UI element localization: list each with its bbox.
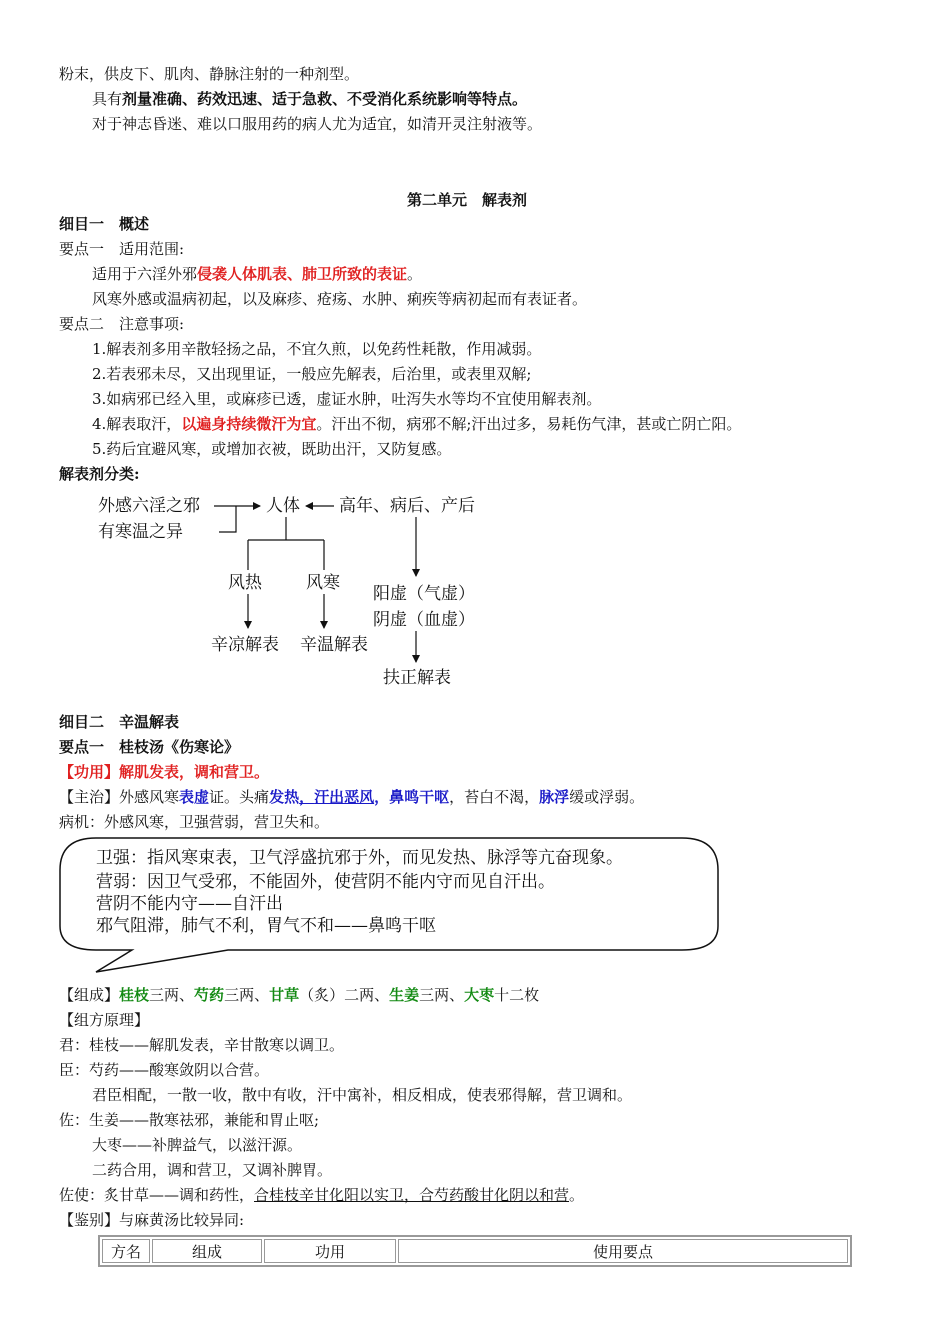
pathogenesis-line: 病机：外感风寒，卫强营弱，营卫失和。 (59, 813, 330, 831)
indication-key: 鼻鸣干呕 (389, 788, 450, 806)
principle-chen: 臣：芍药——酸寒敛阴以合营。 (59, 1061, 270, 1079)
diagram-yin-deficiency: 阴虚（血虚） (373, 610, 475, 630)
herb-name: 大枣 (464, 986, 495, 1004)
comparison-table (98, 1235, 852, 1267)
zuoshi-key: 合桂枝辛甘化阳以实卫，合芍药酸甘化阴以和营 (254, 1186, 570, 1204)
indication-text: ，苔白不渴， (449, 788, 540, 806)
point-2-title: 要点二 注意事项: (59, 315, 185, 333)
diagram-yang-deficiency: 阳虚（气虚） (373, 584, 475, 604)
scope-line-2: 风寒外感或温病初起，以及麻疹、疮疡、水肿、痢疾等病初起而有表证者。 (92, 290, 588, 308)
diagram-special-groups: 高年、病后、产后 (339, 496, 475, 516)
principle-zuoshi (59, 1185, 584, 1205)
indication-text: 外感风寒 (119, 788, 180, 806)
indication-key: 发热 (269, 788, 300, 806)
principle-jun: 君：桂枝——解肌发表，辛甘散寒以调卫。 (59, 1036, 345, 1054)
indication-line (59, 787, 644, 807)
diagram-fuzheng: 扶正解表 (383, 668, 451, 688)
indication-key: 汗出恶风 (314, 788, 375, 806)
indication-label: 【主治】 (59, 788, 120, 806)
bracket-external-to-body (219, 506, 236, 532)
indication-sep: ， (374, 788, 390, 806)
principle-title: 【组方原理】 (59, 1011, 150, 1029)
column-header: 组成 (152, 1239, 262, 1263)
scope-suffix: 。 (407, 265, 423, 283)
diagram-warm-acrid: 辛温解表 (300, 635, 368, 655)
indication-sep: ， (299, 788, 315, 806)
zuoshi-prefix: 佐使：炙甘草——调和药性， (59, 1186, 255, 1204)
callout-line-2: 营弱：因卫气受邪，不能固外，使营阴不能内守而见自汗出。 (96, 872, 555, 892)
indication-text: 缓或浮弱。 (569, 788, 645, 806)
callout-line-4: 邪气阻滞，肺气不利，胃气不和——鼻鸣干呕 (96, 916, 436, 936)
herb-dose: （炙）二两、 (299, 986, 390, 1004)
herb-name: 芍药 (194, 986, 225, 1004)
note-5: 5.药后宜避风寒，或增加衣被，既助出汗，又防复感。 (92, 440, 452, 458)
unit-title: 第二单元 解表剂 (407, 191, 528, 209)
composition-label: 【组成】 (59, 986, 120, 1004)
diagram-external-1: 外感六淫之邪 (98, 496, 200, 516)
scope-prefix: 适用于六淫外邪 (92, 265, 198, 283)
herb-dose: 十二枚 (494, 986, 540, 1004)
herb-name: 桂枝 (119, 986, 150, 1004)
principle-jun-chen-comment: 君臣相配，一散一收，散中有收，汗中寓补，相反相成，使表邪得解，营卫调和。 (92, 1086, 633, 1104)
effect-line (59, 762, 269, 782)
note-1: 1.解表剂多用辛散轻扬之品，不宜久煎，以免药性耗散，作用减弱。 (92, 340, 542, 358)
section-1-heading: 细目一 概述 (59, 215, 150, 233)
point-1-title: 要点一 适用范围: (59, 240, 185, 258)
note-3: 3.如病邪已经入里，或麻疹已透，虚证水肿，吐泻失水等均不宜使用解表剂。 (92, 390, 602, 408)
herb-dose: 三两、 (149, 986, 195, 1004)
column-header: 功用 (264, 1239, 396, 1263)
indication-text: 证。头痛 (209, 788, 270, 806)
note-2: 2.若表邪未尽，又出现里证，一般应先解表，后治里，或表里双解; (92, 365, 532, 383)
intro-line-3: 对于神志昏迷、难以口服用药的病人尤为适宜，如清开灵注射液等。 (92, 115, 543, 133)
principle-zuo-1: 佐：生姜——散寒祛邪，兼能和胃止呕; (59, 1111, 320, 1129)
principle-zuo-comment: 二药合用，调和营卫，又调补脾胃。 (92, 1161, 333, 1179)
callout-bubble (56, 830, 724, 980)
callout-line-3: 营阴不能内守——自汗出 (96, 894, 283, 914)
classification-title: 解表剂分类: (59, 465, 140, 483)
composition-line (59, 985, 539, 1005)
effect-label: 【功用】 (59, 763, 120, 781)
callout-line-1: 卫强：指风寒束表，卫气浮盛抗邪于外，而见发热、脉浮等亢奋现象。 (96, 848, 623, 868)
section-2-heading: 细目二 辛温解表 (59, 713, 180, 731)
herb-dose: 三两、 (419, 986, 465, 1004)
note-4-prefix: 4.解表取汗， (92, 415, 182, 433)
intro-line-1: 粉末，供皮下、肌肉、静脉注射的一种剂型。 (59, 65, 360, 83)
note-4-suffix: 。汗出不彻，病邪不解;汗出过多，易耗伤气津，甚或亡阴亡阳。 (316, 415, 742, 433)
indication-key: 表虚 (179, 788, 210, 806)
herb-name: 甘草 (269, 986, 300, 1004)
effect-text: 解肌发表，调和营卫。 (119, 763, 270, 781)
intro-line-2-prefix: 具有 (92, 90, 123, 108)
herb-dose: 三两、 (224, 986, 270, 1004)
zuoshi-suffix: 。 (569, 1186, 585, 1204)
diagram-wind-heat: 风热 (228, 573, 262, 593)
diagram-cool-acrid: 辛凉解表 (211, 635, 279, 655)
herb-name: 生姜 (389, 986, 420, 1004)
intro-features: 剂量准确、药效迅速、适于急救、不受消化系统影响等特点。 (122, 90, 528, 108)
differentiation-label: 【鉴别】与麻黄汤比较异同: (59, 1211, 245, 1229)
diagram-body: 人体 (266, 496, 300, 516)
comparison-table-header (102, 1239, 848, 1263)
indication-key: 脉浮 (539, 788, 570, 806)
column-header: 方名 (102, 1239, 150, 1263)
scope-key: 侵袭人体肌表、肺卫所致的表证 (197, 265, 408, 283)
column-header: 使用要点 (398, 1239, 848, 1263)
diagram-wind-cold: 风寒 (306, 573, 340, 593)
note-4-key: 以遍身持续微汗为宜 (181, 415, 317, 433)
guizhi-tang-title: 要点一 桂枝汤《伤寒论》 (59, 738, 240, 756)
diagram-external-2: 有寒温之异 (98, 522, 183, 542)
principle-zuo-2: 大枣——补脾益气，以滋汗源。 (92, 1136, 303, 1154)
